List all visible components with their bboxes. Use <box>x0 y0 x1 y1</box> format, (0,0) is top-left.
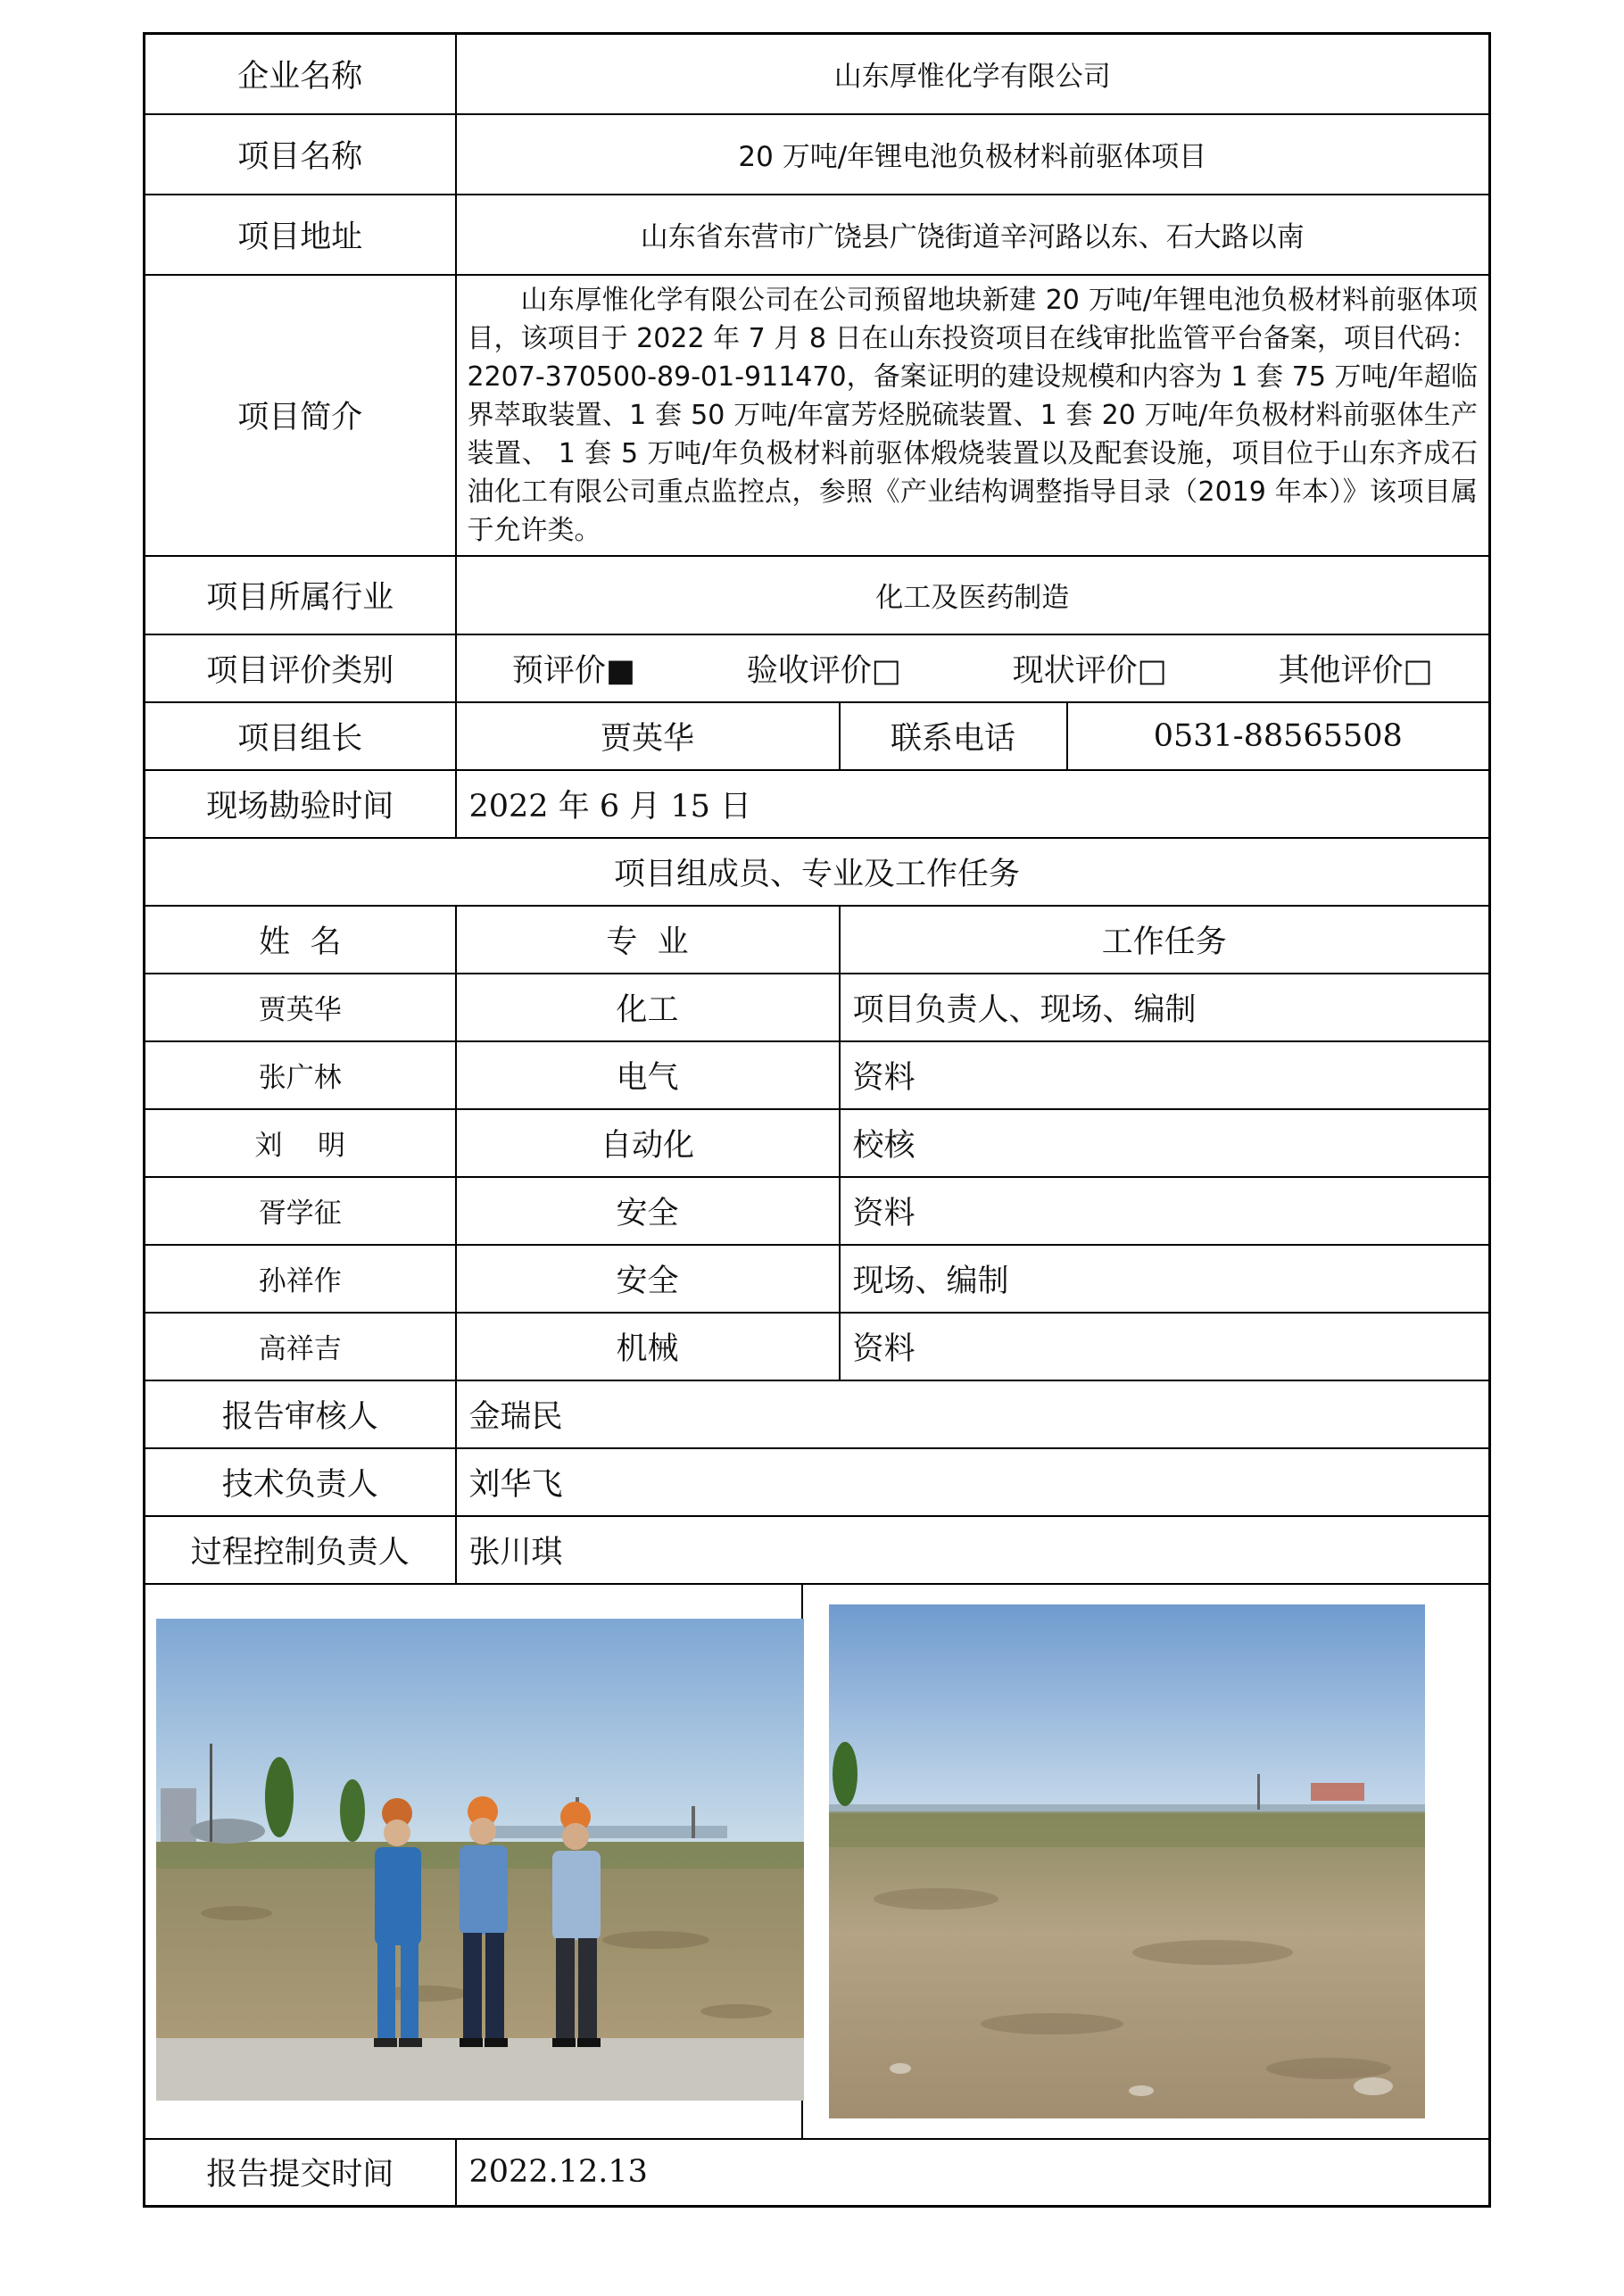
member-major: 安全 <box>456 1245 840 1313</box>
industry-value: 化工及医药制造 <box>456 556 1490 634</box>
phone-value: 0531-88565508 <box>1067 702 1490 770</box>
member-name: 胥学征 <box>145 1177 456 1245</box>
leader-label: 项目组长 <box>145 702 456 770</box>
intro-cell <box>456 275 1490 556</box>
member-row <box>145 1245 1490 1313</box>
evaluation-options <box>456 634 1490 702</box>
project-label: 项目名称 <box>145 114 456 195</box>
member-major: 机械 <box>456 1313 840 1380</box>
eval-option-other: 其他评价□ <box>1278 652 1433 689</box>
member-task: 资料 <box>840 1313 1490 1380</box>
member-major: 安全 <box>456 1177 840 1245</box>
project-value: 20 万吨/年锂电池负极材料前驱体项目 <box>456 114 1490 195</box>
photos-cell <box>145 1584 1490 2139</box>
member-name: 孙祥作 <box>145 1245 456 1313</box>
member-name: 高祥吉 <box>145 1313 456 1380</box>
submit-row <box>145 2139 1490 2207</box>
process-lead-value: 张川琪 <box>456 1516 1490 1584</box>
reviewer-value: 金瑞民 <box>456 1380 1490 1448</box>
members-title-row <box>145 838 1490 906</box>
company-label: 企业名称 <box>145 34 456 114</box>
members-header-major: 专 业 <box>456 906 840 974</box>
address-value: 山东省东营市广饶县广饶街道辛河路以东、石大路以南 <box>456 195 1490 275</box>
member-name: 张广林 <box>145 1041 456 1109</box>
evaluation-row <box>145 634 1490 702</box>
project-row <box>145 114 1490 195</box>
reviewer-label: 报告审核人 <box>145 1380 456 1448</box>
intro-row <box>145 275 1490 556</box>
process-lead-row <box>145 1516 1490 1584</box>
site-photo-ground <box>829 1604 1425 2118</box>
member-row <box>145 1313 1490 1380</box>
survey-label: 现场勘验时间 <box>145 770 456 838</box>
site-photo-ground-image <box>829 1604 1425 2118</box>
report-sheet <box>143 32 1488 2208</box>
company-row <box>145 34 1490 114</box>
industry-label: 项目所属行业 <box>145 556 456 634</box>
company-value: 山东厚惟化学有限公司 <box>456 34 1490 114</box>
members-header-row <box>145 906 1490 974</box>
industry-row <box>145 556 1490 634</box>
tech-lead-row <box>145 1448 1490 1516</box>
member-task: 现场、编制 <box>840 1245 1490 1313</box>
site-photo-team <box>156 1619 804 2101</box>
member-major: 自动化 <box>456 1109 840 1177</box>
member-major: 化工 <box>456 974 840 1041</box>
member-task: 资料 <box>840 1177 1490 1245</box>
survey-value: 2022 年 6 月 15 日 <box>456 770 1490 838</box>
evaluation-label: 项目评价类别 <box>145 634 456 702</box>
project-info-table <box>143 32 1491 2208</box>
address-row <box>145 195 1490 275</box>
members-title: 项目组成员、专业及工作任务 <box>145 838 1490 906</box>
member-row <box>145 1109 1490 1177</box>
eval-option-status: 现状评价□ <box>1012 652 1167 689</box>
photos-row <box>145 1584 1490 2139</box>
member-task: 资料 <box>840 1041 1490 1109</box>
member-name: 贾英华 <box>145 974 456 1041</box>
address-label: 项目地址 <box>145 195 456 275</box>
members-header-name: 姓 名 <box>145 906 456 974</box>
eval-option-pre: 预评价■ <box>511 652 635 689</box>
leader-value: 贾英华 <box>456 702 840 770</box>
survey-row <box>145 770 1490 838</box>
member-task: 项目负责人、现场、编制 <box>840 974 1490 1041</box>
submit-label: 报告提交时间 <box>145 2139 456 2207</box>
members-header-task: 工作任务 <box>840 906 1490 974</box>
leader-row <box>145 702 1490 770</box>
submit-value: 2022.12.13 <box>456 2139 1490 2207</box>
member-row <box>145 1177 1490 1245</box>
eval-option-acceptance: 验收评价□ <box>746 652 901 689</box>
member-name: 刘 明 <box>145 1109 456 1177</box>
tech-lead-label: 技术负责人 <box>145 1448 456 1516</box>
tech-lead-value: 刘华飞 <box>456 1448 1490 1516</box>
process-lead-label: 过程控制负责人 <box>145 1516 456 1584</box>
member-row <box>145 974 1490 1041</box>
member-row <box>145 1041 1490 1109</box>
site-photo-team-image <box>156 1619 804 2101</box>
intro-text: 山东厚惟化学有限公司在公司预留地块新建 20 万吨/年锂电池负极材料前驱体项目，该项目于 2022 年 7 月 8 日在山东投资项目在线审批监管平台备案，项目代码：2207-370500-89-01-911470，备案证明的建设规模和内容为 1 套 75 万吨/年超临界萃取装置、1 套 50 万吨/年富芳烃脱硫装置、1 套 20 万吨/年负极材料前驱体生产装置、 1 套 5 万吨/年负极材料前驱体煅烧装置以及配套设施，项目位于山东齐成石油化工有限公司重点监控点，参照《产业结构调整指导目录（2019 年本）》该项目属于允许类。 <box>467 284 1479 546</box>
phone-label: 联系电话 <box>840 702 1067 770</box>
intro-label: 项目简介 <box>145 275 456 556</box>
reviewer-row <box>145 1380 1490 1448</box>
member-task: 校核 <box>840 1109 1490 1177</box>
member-major: 电气 <box>456 1041 840 1109</box>
